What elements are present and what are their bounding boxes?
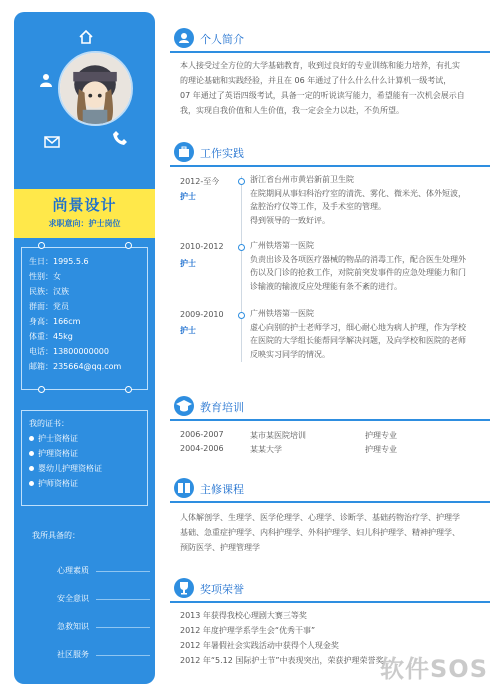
- work-years: 2009-2010: [180, 310, 224, 319]
- section-education-header: [170, 396, 490, 422]
- section-divider: [170, 419, 490, 421]
- info-weight: 体重：45kg: [29, 332, 73, 341]
- section-courses-header: [170, 478, 490, 504]
- work-role: 护士: [180, 326, 196, 335]
- section-divider: [170, 51, 490, 53]
- section-intro-header: [170, 28, 490, 54]
- mail-icon: [44, 134, 60, 150]
- work-years: 2012-至今: [180, 177, 220, 186]
- skill-item: 心理素质: [57, 566, 89, 575]
- section-title: 个人简介: [200, 33, 244, 46]
- work-detail: 广州铁塔第一医院 虚心向别的护士老师学习，细心耐心地为病人护理，作为学校 在医院的大学组长能帮同学解决问题，及向学校和医院的老师 反映实习同学的情况。: [250, 309, 466, 359]
- work-detail: 广州铁塔第一医院 负责出诊及各项医疗器械的物品的消毒工作，配合医生处理外 伤以及门诊的抢救工作，对院前突发事件的应急处理能力和门 诊输液的输液反应处理能有条不紊的进行。: [250, 241, 466, 291]
- section-divider: [170, 601, 490, 603]
- connector-node: [38, 386, 45, 393]
- graduation-cap-icon: [174, 396, 194, 416]
- watermark: 软件SOS: [380, 655, 488, 683]
- edu-school: 某市某医院培训: [250, 431, 306, 440]
- skill-item: 急救知识: [57, 622, 89, 631]
- awards-text: 2013 年获得我校心理剧大赛三等奖 2012 年度护理学系学生会“优秀干事” 2012 年暑假社会实践活动中获得个人现金奖 2012 年“5.12 国际护士节”中表现突出，荣获护理荣誉奖: [180, 611, 384, 665]
- timeline-dot: [238, 312, 245, 319]
- section-title: 教育培训: [200, 401, 244, 414]
- edu-major: 护理专业: [365, 431, 397, 440]
- edu-major: 护理专业: [365, 445, 397, 454]
- trophy-icon: [174, 578, 194, 598]
- section-title: 工作实践: [200, 147, 244, 160]
- home-icon: [78, 29, 94, 45]
- intro-text: 本人接受过全方位的大学基础教育，收到过良好的专业训练和能力培养，有扎实 的理论基础和实践经验，并且在 06 年通过了什么什么什么计算机一级考试， 07 年通过了英语四级考试，具备一定的听说读写能力，希望能有一次机会展示自 我，实现自我价值和人生价值，我一定会全力以赴，不负所望。: [180, 61, 465, 115]
- skill-bar: [96, 627, 150, 628]
- info-ethnicity: 民族：汉族: [29, 287, 69, 296]
- edu-years: 2006-2007: [180, 430, 224, 439]
- timeline-line: [241, 176, 242, 362]
- section-divider: [170, 501, 490, 503]
- certificate-item: 婴幼儿护理资格证: [29, 463, 102, 474]
- book-icon: [174, 478, 194, 498]
- connector-node: [38, 242, 45, 249]
- name-banner: [14, 189, 155, 238]
- certificates-title: 我的证书：: [29, 419, 69, 428]
- connector-node: [125, 242, 132, 249]
- certificate-item: 护士资格证: [29, 433, 78, 444]
- work-detail: 浙江省台州市黄岩新前卫生院 在院期间从事妇科治疗室的清洗、雾化、微米光、体外短波， 盆腔治疗仪等工作，及手术室的管理。 得到领导的一致好评。: [250, 175, 466, 225]
- section-awards-header: [170, 578, 490, 604]
- section-work-header: [170, 142, 490, 168]
- briefcase-icon: [174, 142, 194, 162]
- profile-icon: [174, 28, 194, 48]
- info-height: 身高：166cm: [29, 317, 81, 326]
- section-divider: [170, 165, 490, 167]
- work-role: 护士: [180, 259, 196, 268]
- candidate-name: 尚景设计: [52, 196, 117, 214]
- skill-item: 安全意识: [57, 594, 89, 603]
- section-title: 主修课程: [200, 483, 244, 496]
- certificate-item: 护师资格证: [29, 478, 78, 489]
- edu-school: 某某大学: [250, 445, 282, 454]
- timeline-dot: [238, 244, 245, 251]
- connector-node: [125, 386, 132, 393]
- phone-icon: [112, 130, 128, 146]
- info-birthday: 生日：1995.5.6: [29, 257, 89, 266]
- skill-bar: [96, 571, 150, 572]
- info-phone: 电话：13800000000: [29, 347, 109, 356]
- avatar: [58, 51, 133, 126]
- certificate-item: 护理资格证: [29, 448, 78, 459]
- edu-years: 2004-2006: [180, 444, 224, 453]
- user-icon: [38, 72, 54, 88]
- skill-bar: [96, 655, 150, 656]
- skills-title: 我所具备的：: [32, 531, 80, 540]
- skill-bar: [96, 599, 150, 600]
- work-years: 2010-2012: [180, 242, 224, 251]
- skill-item: 社区服务: [57, 650, 89, 659]
- section-title: 奖项荣誉: [200, 583, 244, 596]
- job-intent: 求职意向：护士岗位: [48, 219, 121, 228]
- work-role: 护士: [180, 192, 196, 201]
- info-political: 群面：党员: [29, 302, 69, 311]
- info-email: 邮箱：235664@qq.com: [29, 362, 122, 371]
- timeline-dot: [238, 178, 245, 185]
- courses-text: 人体解剖学、生理学、医学伦理学、心理学、诊断学、基础药物治疗学、护理学 基础、急重症护理学、内科护理学、外科护理学、妇儿科护理学、精神护理学、 预防医学、护理管理学: [180, 513, 460, 552]
- info-gender: 性别：女: [29, 272, 61, 281]
